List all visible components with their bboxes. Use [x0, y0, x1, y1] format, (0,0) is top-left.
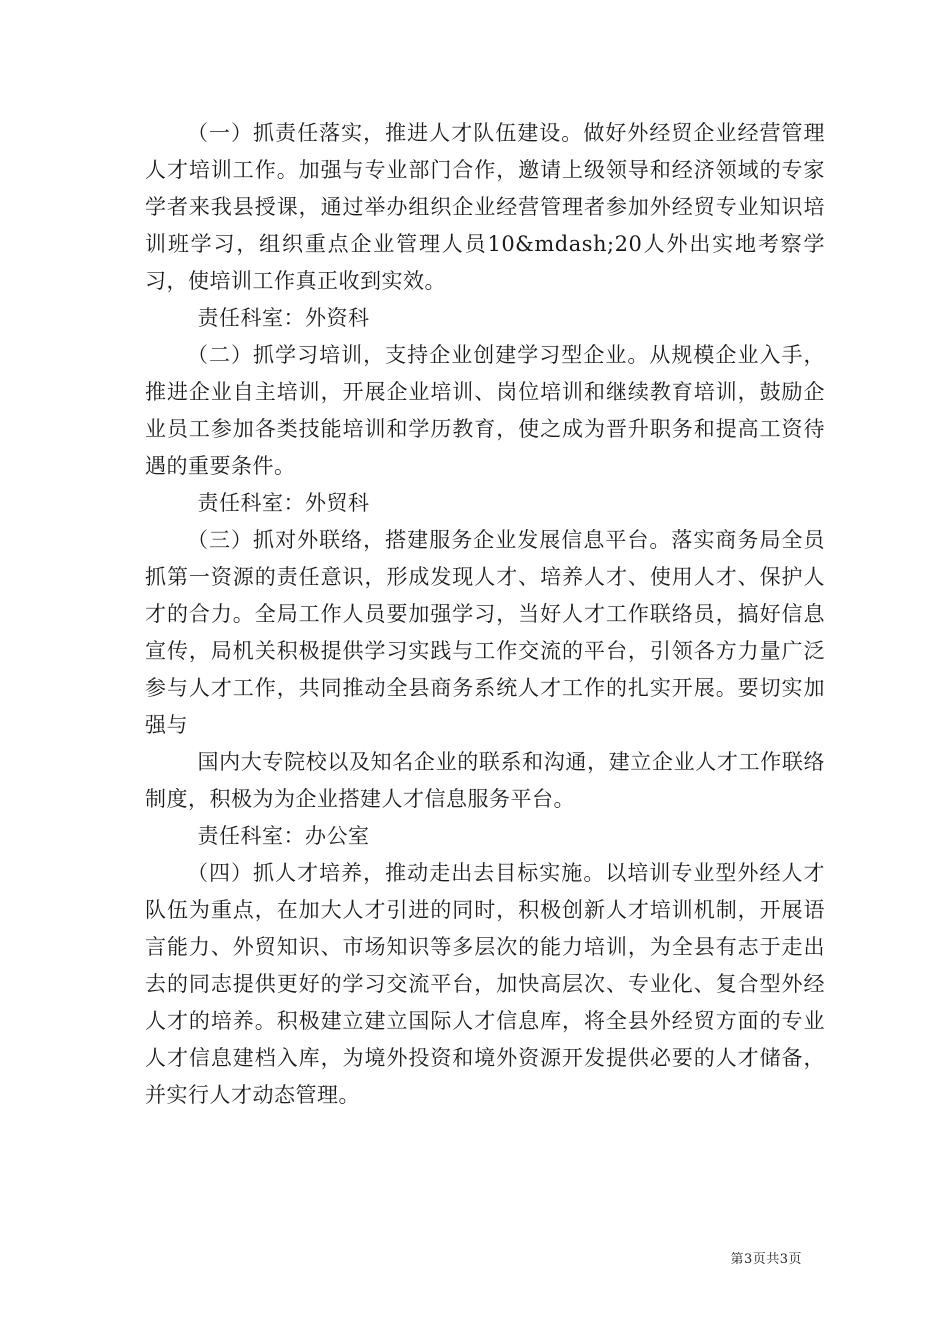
paragraph-3-continued: 国内大专院校以及知名企业的联系和沟通，建立企业人才工作联络制度，积极为为企业搭建人才信息服务平台。: [145, 750, 825, 811]
document-body: [145, 115, 825, 1114]
paragraph-2: （二）抓学习培训，支持企业创建学习型企业。从规模企业入手，推进企业自主培训，开展企业培训、岗位培训和继续教育培训，鼓励企业员工参加各类技能培训和学历教育，使之成为晋升职务和提高工资待遇的重要条件。: [145, 343, 825, 478]
responsible-dept-2: 责任科室：外贸科: [197, 491, 370, 515]
page-number-footer: 第3页共3页: [730, 1252, 802, 1267]
paragraph-1: （一）抓责任落实，推进人才队伍建设。做好外经贸企业经营管理人才培训工作。加强与专业部门合作，邀请上级领导和经济领域的专家学者来我县授课，通过举办组织企业经营管理者参加外经贸专业知识培训班学习，组织重点企业管理人员10&mdash;20人外出实地考察学习，使培训工作真正收到实效。: [145, 121, 825, 293]
responsible-dept-1: 责任科室：外资科: [197, 306, 370, 330]
responsible-dept-3: 责任科室：办公室: [197, 824, 370, 848]
paragraph-4: （四）抓人才培养，推动走出去目标实施。以培训专业型外经人才队伍为重点，在加大人才引进的同时，积极创新人才培训机制，开展语言能力、外贸知识、市场知识等多层次的能力培训，为全县有志于走出去的同志提供更好的学习交流平台，加快高层次、专业化、复合型外经人才的培养。积极建立建立国际人才信息库，将全县外经贸方面的专业人才信息建档入库，为境外投资和境外资源开发提供必要的人才储备，并实行人才动态管理。: [145, 861, 825, 1107]
paragraph-3: （三）抓对外联络，搭建服务企业发展信息平台。落实商务局全员抓第一资源的责任意识，形成发现人才、培养人才、使用人才、保护人才的合力。全局工作人员要加强学习，当好人才工作联络员，搞好信息宣传，局机关积极提供学习实践与工作交流的平台，引领各方力量广泛参与人才工作，共同推动全县商务系统人才工作的扎实开展。要切实加强与: [145, 528, 825, 737]
